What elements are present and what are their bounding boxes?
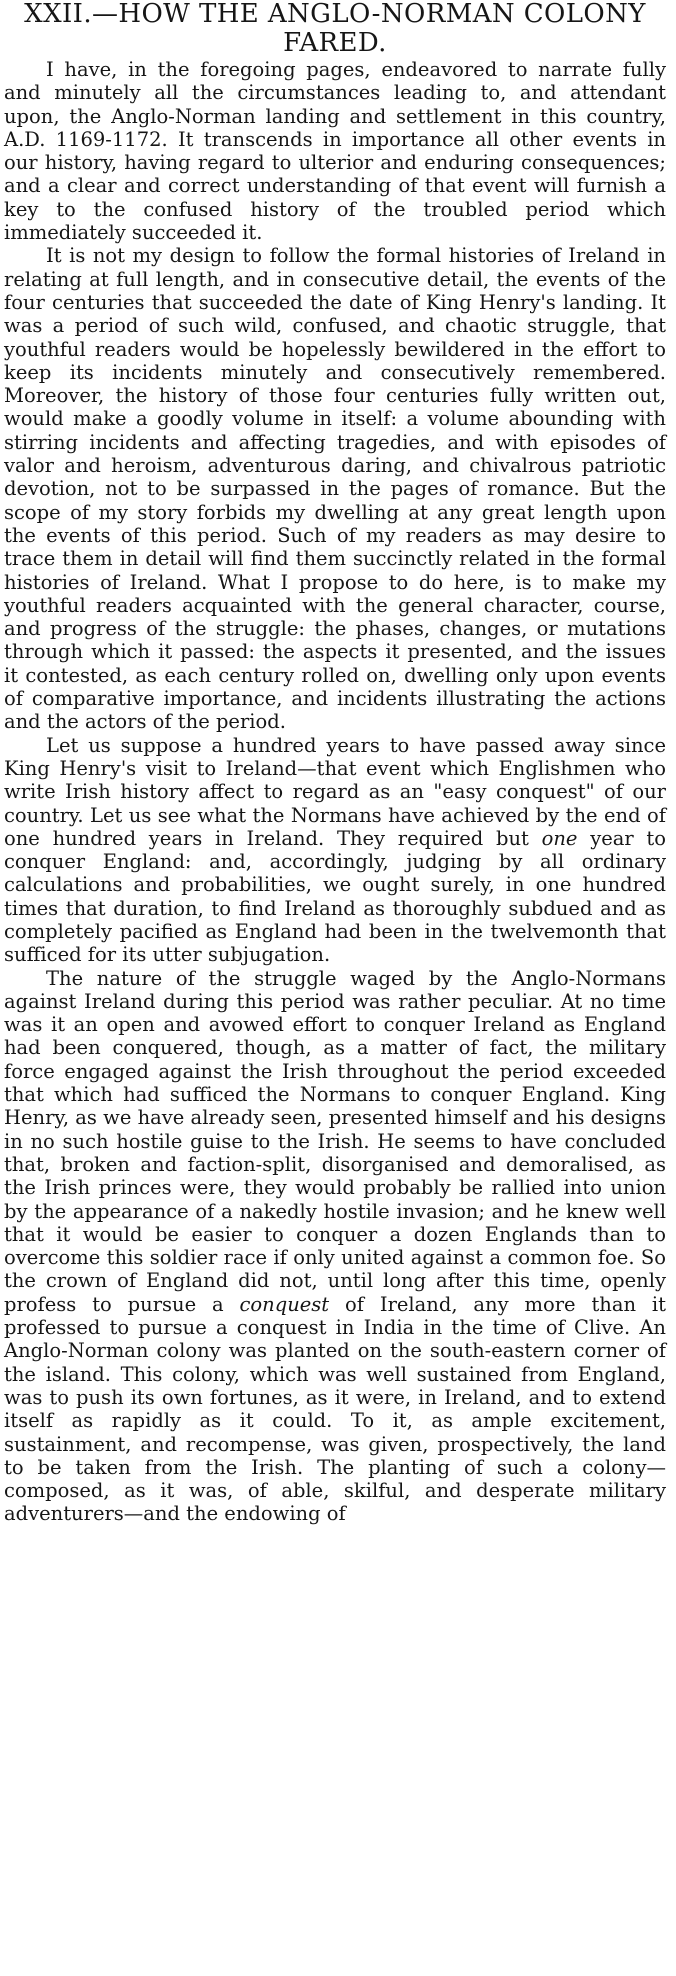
- paragraph-4-emphasis: conquest: [239, 1292, 330, 1316]
- paragraph-3-text-a: Let us suppose a hundred years to have passed away since King Henry's visit to Ireland—that event which Englishmen who write Irish history affect to regard as an "easy conquest" of our country. Let us see what the Normans have achieved by the end of one hundred years in Ireland. They required but: [4, 733, 666, 850]
- paragraph-3: [4, 734, 666, 967]
- chapter-title-line-2: FARED.: [283, 28, 387, 58]
- chapter-title: [4, 0, 666, 58]
- paragraph-2: It is not my design to follow the formal histories of Ireland in relating at full length, and in consecutive detail, the events of the four centuries that succeeded the date of King Henry's landing. It was a period of such wild, confused, and chaotic struggle, that youthful readers would be hopelessly bewildered in the effort to keep its incidents minutely and consecutively remembered. Moreover, the history of those four centuries fully written out, would make a goodly volume in itself: a volume abounding with stirring incidents and affecting tragedies, and with episodes of valor and heroism, adventurous daring, and chivalrous patriotic devotion, not to be surpassed in the pages of romance. But the scope of my story forbids my dwelling at any great length upon the events of this period. Such of my readers as may desire to trace them in detail will find them succinctly related in the formal histories of Ireland. What I propose to do here, is to make my youthful readers acquainted with the general character, course, and progress of the struggle: the phases, changes, or mutations through which it passed: the aspects it presented, and the issues it contested, as each century rolled on, dwelling only upon events of comparative importance, and incidents illustrating the actions and the actors of the period.: [4, 244, 666, 734]
- paragraph-4-text-b: of Ireland, any more than it professed to pursue a conquest in India in the time of Clive. An Anglo-Norman colony was planted on the south-eastern corner of the island. This colony, which was well sustained from England, was to push its own fortunes, as it were, in Ireland, and to extend itself as rapidly as it could. To it, as ample excitement, sustainment, and recompense, was given, prospectively, the land to be taken from the Irish. The planting of such a colony—composed, as it was, of able, skilful, and desperate military adventurers—and the endowing of: [4, 1292, 666, 1526]
- paragraph-4-text-a: The nature of the struggle waged by the Anglo-Normans against Ireland during this period was rather peculiar. At no time was it an open and avowed effort to conquer Ireland as England had been conquered, though, as a matter of fact, the military force engaged against the Irish throughout the period exceeded that which had sufficed the Normans to conquer England. King Henry, as we have already seen, presented himself and his designs in no such hostile guise to the Irish. He seems to have concluded that, broken and faction-split, disorganised and demoralised, as the Irish princes were, they would probably be rallied into union by the appearance of a nakedly hostile invasion; and he knew well that it would be easier to conquer a dozen Englands than to overcome this soldier race if only united against a common foe. So the crown of England did not, until long after this time, openly profess to pursue a: [4, 966, 666, 1316]
- paragraph-4: [4, 967, 666, 1526]
- chapter-title-line-1: XXII.—HOW THE ANGLO-NORMAN COLONY: [24, 0, 646, 29]
- paragraph-3-emphasis: one: [541, 826, 578, 850]
- paragraph-3-text-b: year to conquer England: and, accordingly, judging by all ordinary calculations and probabilities, we ought surely, in one hundred times that duration, to find Ireland as thoroughly subdued and as completely pacified as England had been in the twelvemonth that sufficed for its utter subjugation.: [4, 826, 667, 967]
- paragraph-1: I have, in the foregoing pages, endeavored to narrate fully and minutely all the circumstances leading to, and attendant upon, the Anglo-Norman landing and settlement in this country, A.D. 1169-1172. It transcends in importance all other events in our history, having regard to ulterior and enduring consequences; and a clear and correct understanding of that event will furnish a key to the confused history of the troubled period which immediately succeeded it.: [4, 58, 666, 245]
